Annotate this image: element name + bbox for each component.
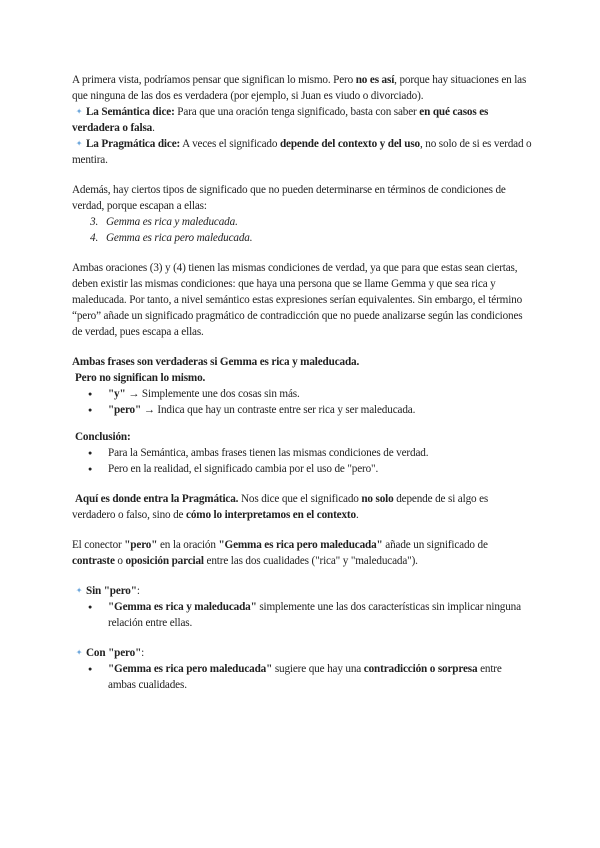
pragmatica-point	[72, 136, 532, 168]
text: Para que una oración tenga significado, basta con saber	[174, 106, 420, 118]
paragraph	[72, 491, 532, 523]
term: "pero"	[108, 404, 142, 416]
text: .	[355, 509, 359, 521]
text: , porque hay situaciones en las que ninguna de las dos es verdadera (por ejemplo, si Juan es viudo o divorciado).	[72, 74, 527, 102]
diamond-bullet-icon: ✦	[75, 586, 83, 595]
text: simplemente une las dos características sin implicar ninguna relación entre ellas.	[108, 601, 521, 629]
semantica-label: La Semántica dice:	[86, 106, 175, 118]
intro-paragraph	[72, 72, 532, 104]
document-page	[72, 72, 532, 693]
conclusion-heading: Conclusión:	[75, 431, 131, 443]
text: El conector	[72, 539, 125, 551]
text: , no solo de si es verdad o mentira.	[72, 138, 532, 166]
example-text: Gemma es rica y maleducada.	[106, 216, 238, 228]
text: o	[114, 555, 126, 567]
item-number: 4.	[90, 232, 99, 244]
bold-text: en qué casos es verdadera o falsa	[72, 106, 489, 134]
text: en la oración	[157, 539, 219, 551]
text: depende de si algo es verdadero o falso, sino de	[72, 493, 489, 521]
bold-text: contradicción o sorpresa	[363, 663, 478, 675]
bold-statement: Ambas frases son verdaderas si Gemma es rica y maleducada.	[72, 356, 360, 368]
text: :	[141, 647, 145, 659]
list-item	[72, 661, 532, 693]
bold-text: no es así	[355, 74, 395, 86]
example-list	[72, 214, 532, 246]
text: sugiere que hay una	[272, 663, 364, 675]
connector-list	[72, 386, 532, 418]
list-item: ● Para la Semántica, ambas frases tienen las mismas condiciones de verdad.	[72, 445, 532, 461]
bold-text: Con "pero"	[86, 647, 142, 659]
con-pero-heading	[72, 645, 532, 661]
sin-pero-heading	[72, 583, 532, 599]
example-item	[72, 230, 532, 246]
text: → Indica que hay un contraste entre ser rica y ser maleducada.	[141, 404, 416, 416]
text: → Simplemente une dos cosas sin más.	[125, 388, 300, 400]
conclusion-list	[72, 445, 532, 477]
con-pero-list	[72, 661, 532, 693]
paragraph: Además, hay ciertos tipos de significado que no pueden determinarse en términos de condiciones de verdad, porque escapan a ellas:	[72, 184, 506, 212]
text: .	[152, 122, 155, 134]
paragraph: Ambas oraciones (3) y (4) tienen las mismas condiciones de verdad, ya que para que estas sean ciertas, deben existir las mismas condiciones: que haya una persona que se llame Gemma y que sea rica y maleducada. Por tanto, a nivel semántico estas expresiones serían equivalentes. Sin embargo, el término “pero” añade un significado pragmático de contradicción que no puede analizarse según las condiciones de verdad, pues escapa a ellas.	[72, 262, 523, 338]
semantica-point	[72, 104, 532, 136]
diamond-bullet-icon: ✦	[75, 648, 83, 657]
bold-text: oposición parcial	[125, 555, 204, 567]
list-item	[72, 386, 532, 402]
bold-text: "Gemma es rica pero maleducada"	[108, 663, 273, 675]
bold-text: "pero"	[124, 539, 158, 551]
list-item	[72, 402, 532, 418]
text: A primera vista, podríamos pensar que significan lo mismo. Pero	[72, 74, 356, 86]
item-number: 3.	[90, 216, 99, 228]
text: añade un significado de	[382, 539, 488, 551]
bold-text: no solo	[361, 493, 394, 505]
bold-text: Sin "pero"	[86, 585, 137, 597]
pragmatica-label: La Pragmática dice:	[86, 138, 181, 150]
sin-pero-list	[72, 599, 532, 631]
example-item	[72, 214, 532, 230]
bold-text: depende del contexto y del uso	[279, 138, 420, 150]
bold-text: contraste	[72, 555, 115, 567]
term: "y"	[108, 388, 126, 400]
text: entre ambas cualidades.	[108, 663, 502, 691]
list-item: ● Pero en la realidad, el significado cambia por el uso de "pero".	[72, 461, 532, 477]
paragraph	[72, 537, 532, 569]
bold-text: Aquí es donde entra la Pragmática.	[75, 493, 239, 505]
diamond-bullet-icon: ✦	[75, 139, 83, 148]
list-item	[72, 599, 532, 631]
bold-text: "Gemma es rica pero maleducada"	[218, 539, 383, 551]
text: A veces el significado	[180, 138, 280, 150]
bold-text: "Gemma es rica y maleducada"	[108, 601, 257, 613]
text: entre las dos cualidades ("rica" y "maleducada").	[203, 555, 418, 567]
text: Nos dice que el significado	[238, 493, 362, 505]
diamond-bullet-icon: ✦	[75, 107, 83, 116]
example-text: Gemma es rica pero maleducada.	[106, 232, 253, 244]
bold-text: cómo lo interpretamos en el contexto	[186, 509, 356, 521]
bold-statement: Pero no significan lo mismo.	[75, 372, 206, 384]
text: :	[136, 585, 140, 597]
